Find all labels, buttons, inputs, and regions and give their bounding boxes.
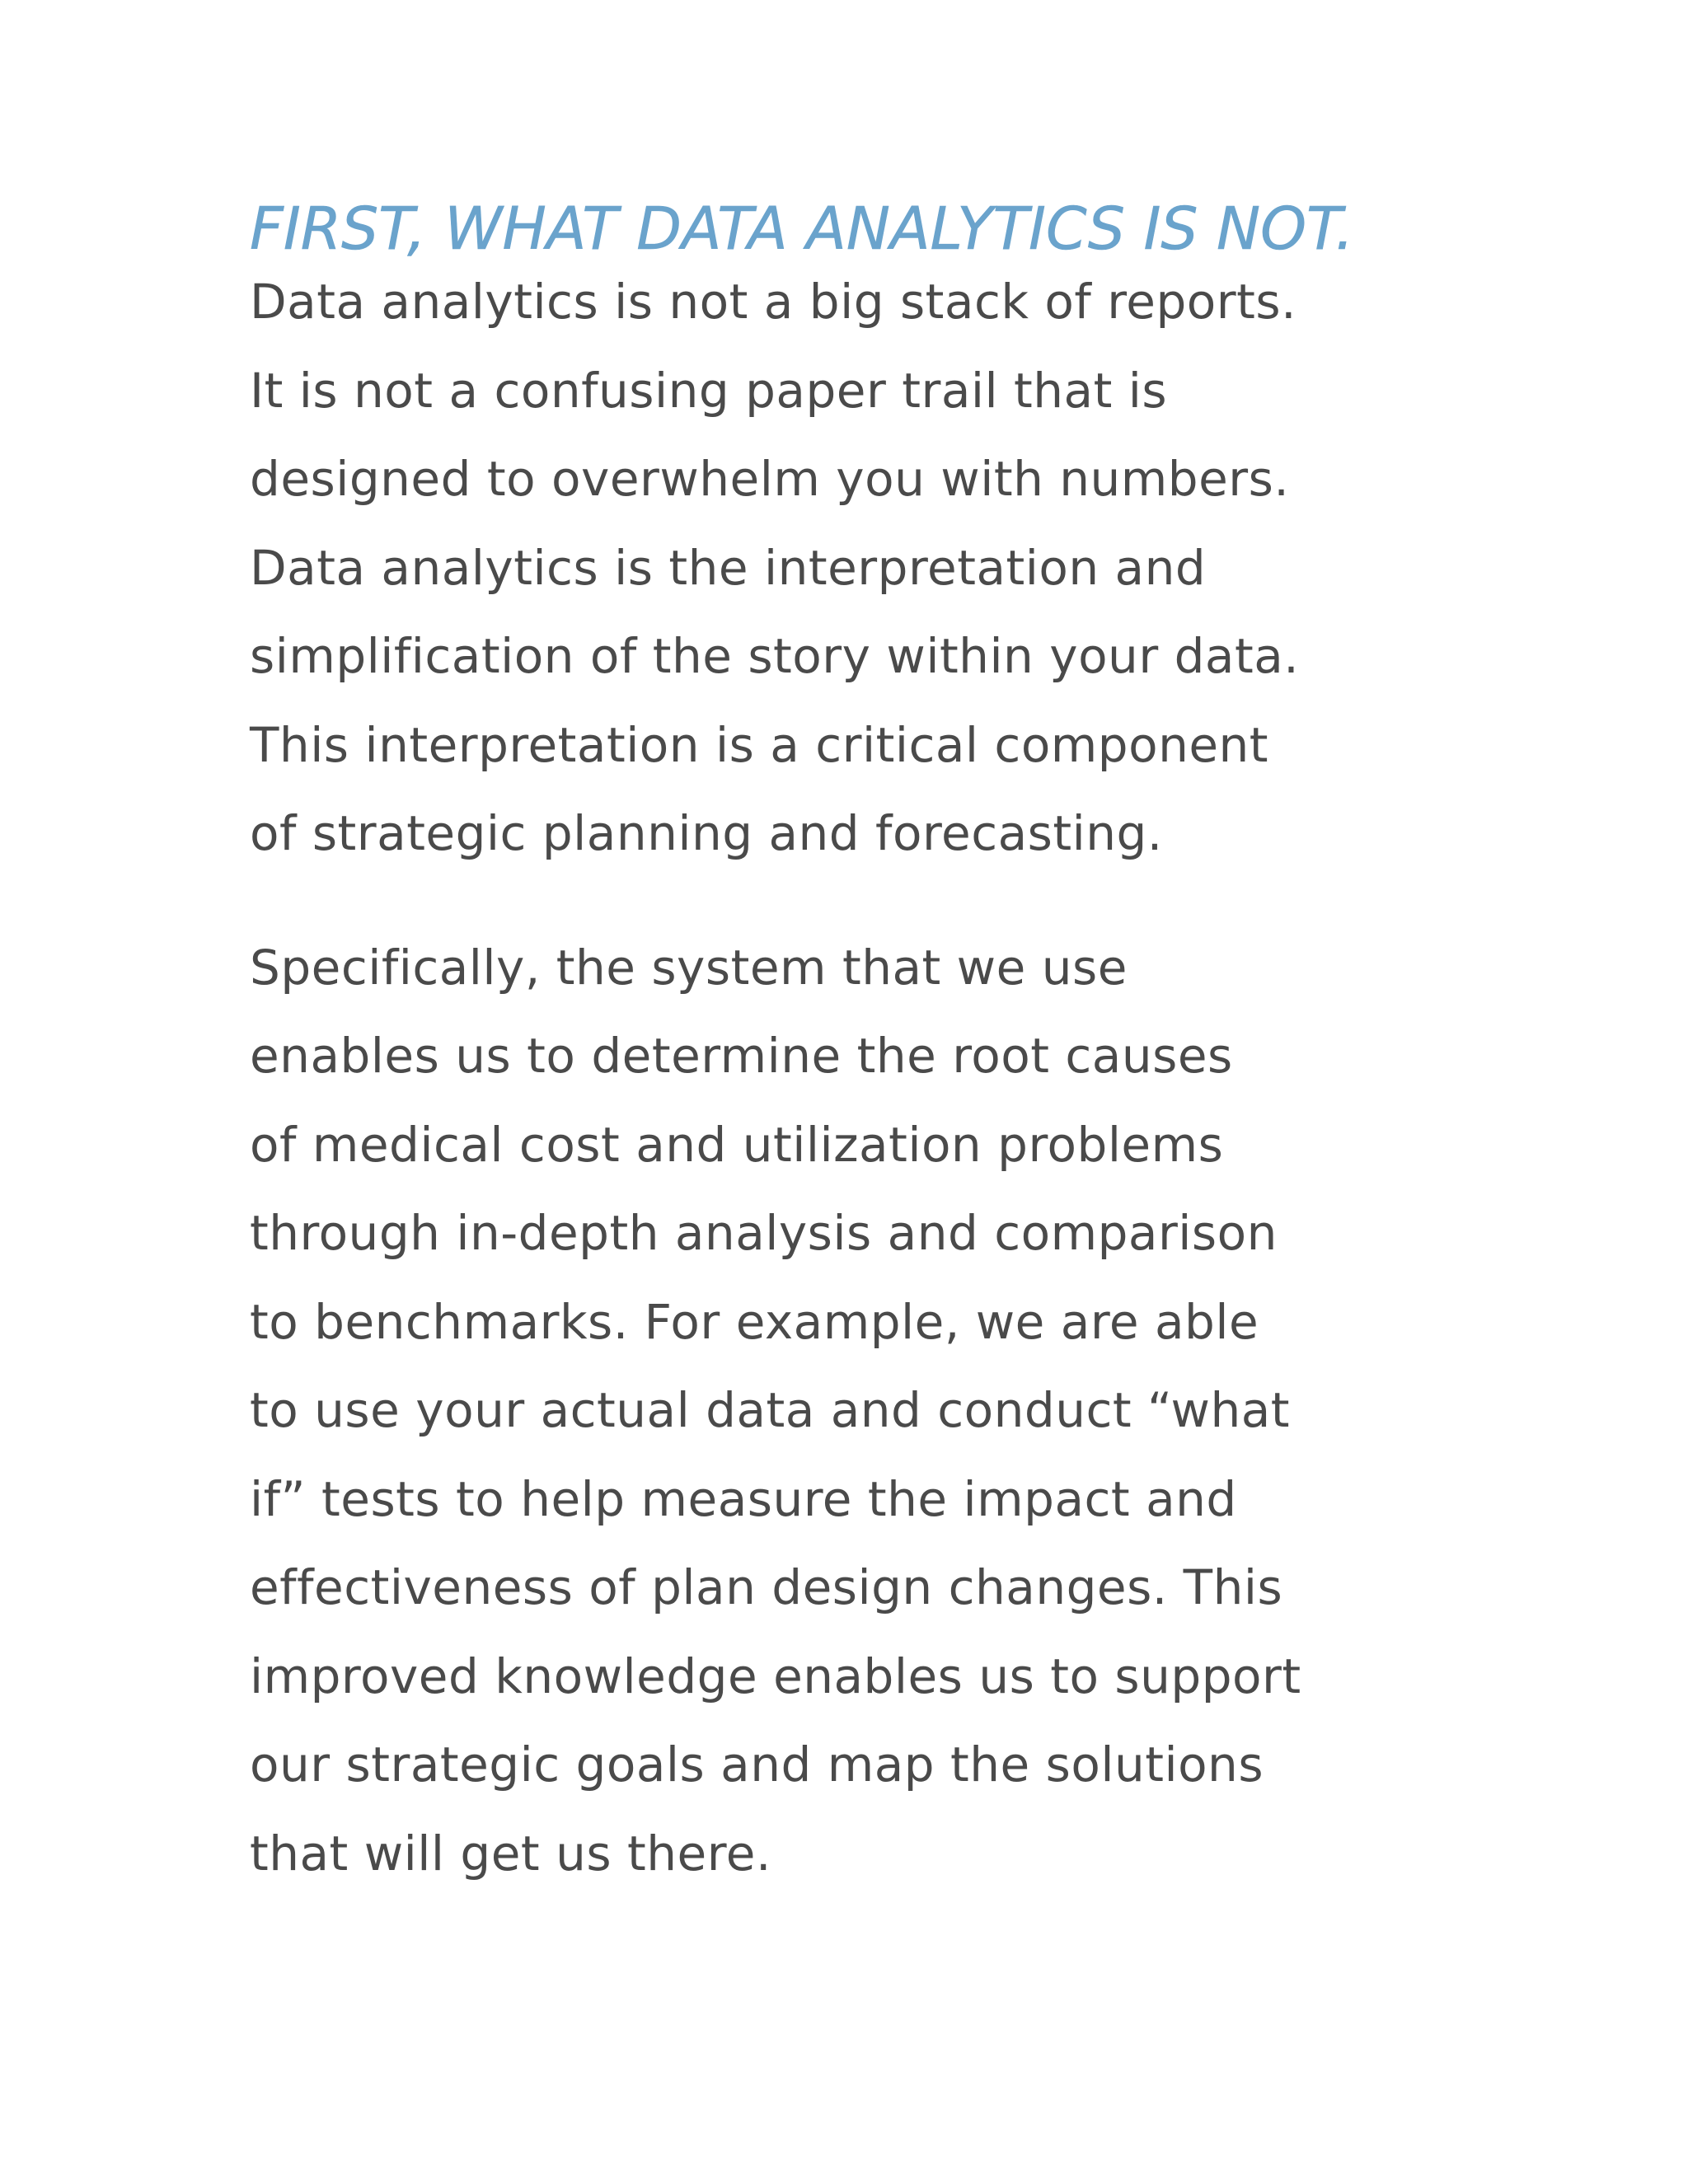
- text-line: enables us to determine the root causes: [250, 1028, 1233, 1084]
- text-line: if” tests to help measure the impact and: [250, 1470, 1237, 1527]
- text-line: It is not a confusing paper trail that is: [250, 362, 1168, 419]
- paragraph-system: [250, 924, 1486, 1899]
- text-line: simplification of the story within your data.: [250, 628, 1300, 684]
- paragraph-intro: [250, 258, 1486, 879]
- text-line: through in-depth analysis and comparison: [250, 1205, 1278, 1261]
- section-heading: FIRST, WHAT DATA ANALYTICS IS NOT.: [250, 194, 1354, 263]
- text-line: of medical cost and utilization problems: [250, 1116, 1224, 1173]
- text-line: This interpretation is a critical component: [250, 716, 1269, 773]
- text-line: Data analytics is not a big stack of reports.: [250, 274, 1297, 330]
- text-line: that will get us there.: [250, 1825, 771, 1882]
- text-line: to benchmarks. For example, we are able: [250, 1293, 1259, 1350]
- text-line: improved knowledge enables us to support: [250, 1647, 1301, 1704]
- text-line: to use your actual data and conduct “what: [250, 1382, 1291, 1438]
- text-line: Data analytics is the interpretation and: [250, 539, 1207, 596]
- text-line: of strategic planning and forecasting.: [250, 805, 1163, 861]
- text-line: Specifically, the system that we use: [250, 939, 1128, 996]
- text-line: our strategic goals and map the solutions: [250, 1736, 1264, 1793]
- text-line: designed to overwhelm you with numbers.: [250, 451, 1290, 507]
- document-content: [250, 188, 1486, 1898]
- text-line: effectiveness of plan design changes. This: [250, 1559, 1283, 1615]
